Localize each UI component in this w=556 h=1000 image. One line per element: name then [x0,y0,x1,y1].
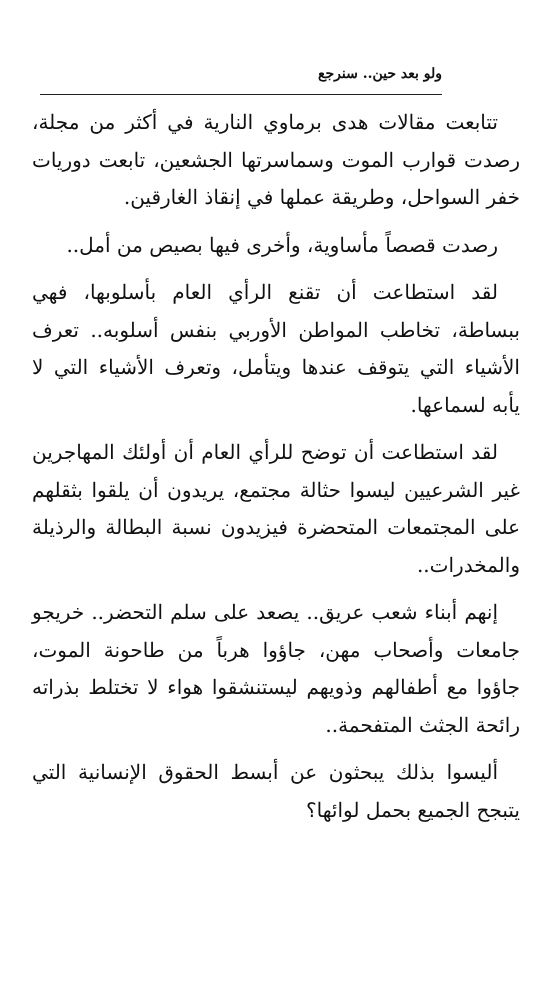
paragraph: تتابعت مقالات هدى برماوي النارية في أكثر من مجلة، رصدت قوارب الموت وسماسرتها الجشعين، تابعت دوريات خفر السواحل، وطريقة عملها في إنقاذ الغارقين. [32,110,520,209]
paragraph: أليسوا بذلك يبحثون عن أبسط الحقوق الإنسانية التي يتبجح الجميع بحمل لوائها؟ [32,760,520,822]
running-header: ولو بعد حين.. سنرجع [318,66,442,82]
paragraph: رصدت قصصاً مأساوية، وأخرى فيها بصيص من أمل.. [66,232,498,257]
paragraph: إنهم أبناء شعب عريق.. يصعد على سلم التحضر.. خريجو جامعات وأصحاب مهن، جاؤوا هرباً من طاحونة الموت، جاؤوا مع أطفالهم وذويهم ليستنشقوا هواء لا تختلط بذراته رائحة الجثث المتفحمة.. [32,600,520,737]
paragraph: لقد استطاعت أن تقنع الرأي العام بأسلوبها، فهي ببساطة، تخاطب المواطن الأوربي بنفس أسلوبه.. تعرف الأشياء التي يتوقف عندها ويتأمل، وتعرف الأشياء التي لا يأبه لسماعها. [32,280,520,417]
page-body [32,104,520,839]
header-divider [40,94,442,95]
paragraph: لقد استطاعت أن توضح للرأي العام أن أولئك المهاجرين غير الشرعيين ليسوا حثالة مجتمع، يريدون أن يلقوا بثقلهم على المجتمعات المتحضرة فيزيدون نسبة البطالة والرذيلة والمخدرات.. [32,440,520,577]
